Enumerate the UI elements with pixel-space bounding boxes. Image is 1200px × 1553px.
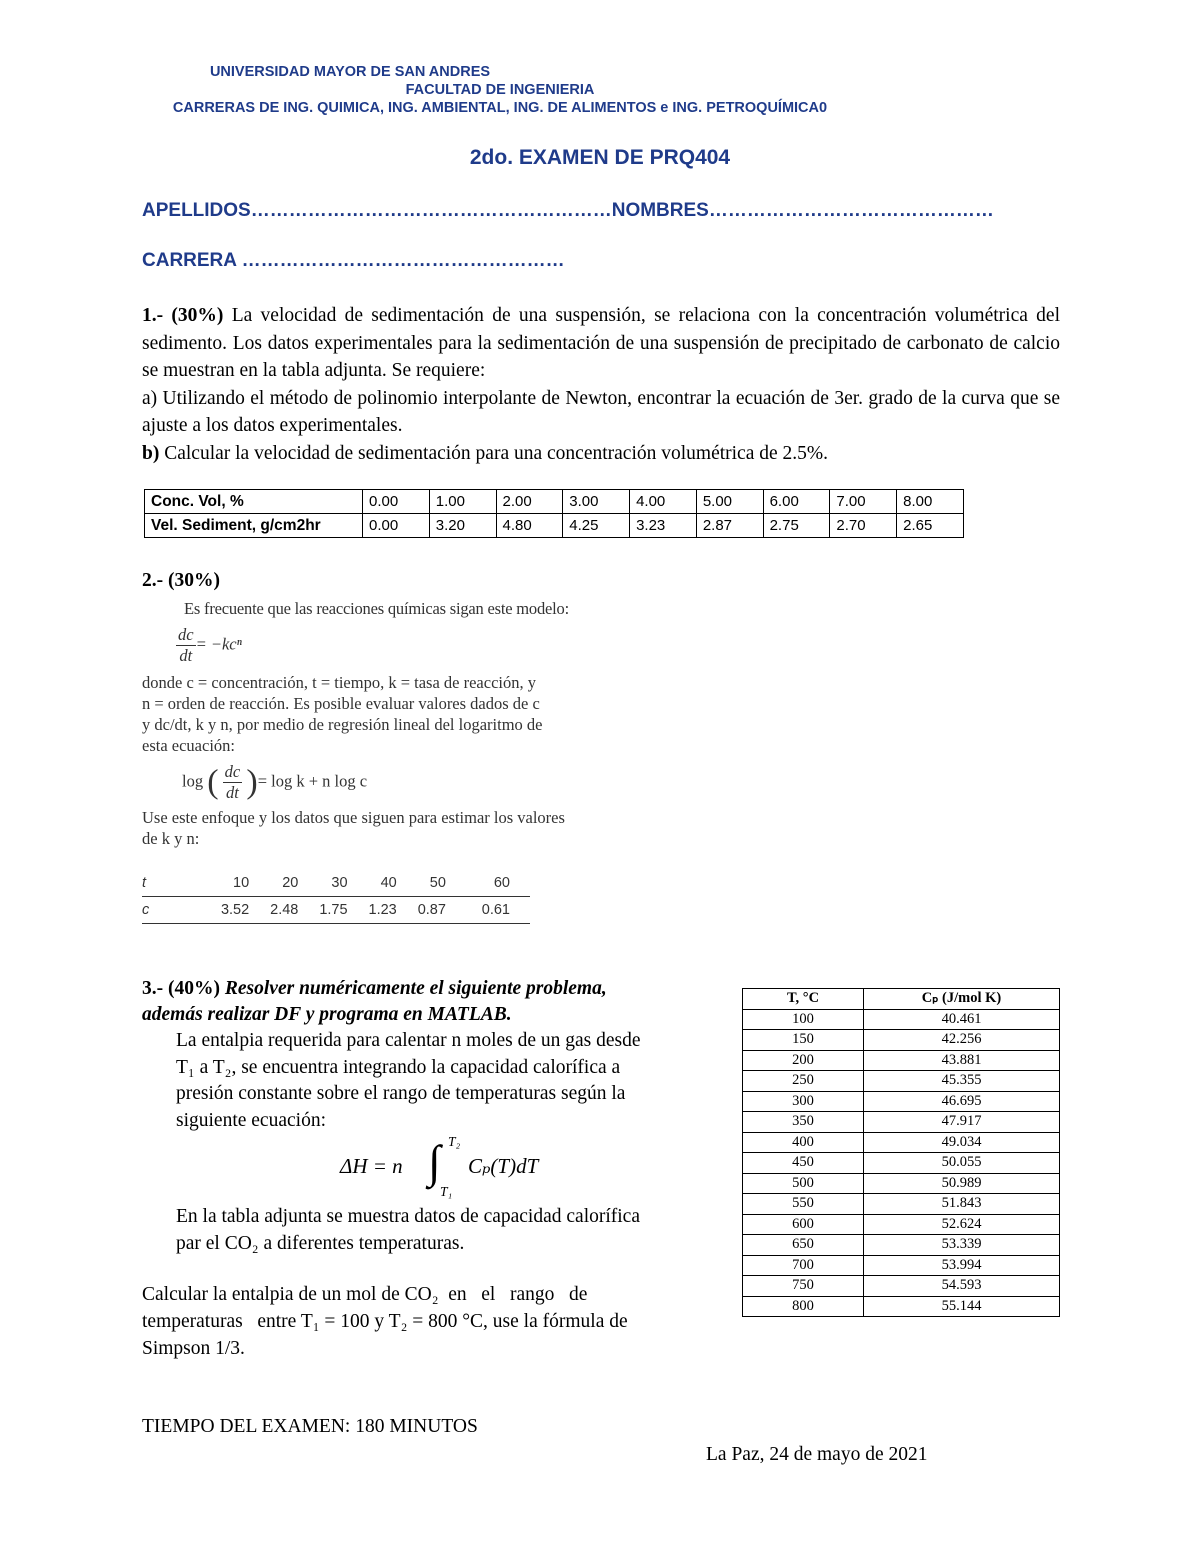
- university-name: UNIVERSIDAD MAYOR DE SAN ANDRES: [209, 64, 491, 80]
- table-row: 600 52.624: [743, 1214, 1060, 1235]
- table-row: 350 47.917: [743, 1112, 1060, 1133]
- q2-body-2: Use este enfoque y los datos que siguen para estimar los valores de k y n:: [142, 808, 565, 848]
- q3-paragraph-3: Calcular la entalpia de un mol de CO₂ en el rango de temperaturas entre T₁ = 100 y T₂ = 800 °C, use la fórmula de Simpson 1/3.: [142, 1284, 628, 1359]
- table-cell: 0.87: [417, 902, 446, 918]
- table-cell: 3.23: [630, 514, 697, 538]
- q2-intro: Es frecuente que las reacciones químicas sigan este modelo:: [184, 599, 569, 618]
- table-row: 150 42.256: [743, 1030, 1060, 1051]
- q2-equation-1: $\frac{dc}{dt}$ = −kcⁿ: [178, 625, 242, 665]
- q1-b-text: Calcular la velocidad de sedimentación para una concentración volumétrica de 2.5%.: [159, 442, 829, 464]
- table-cell: 3.00: [563, 490, 630, 514]
- table-cell: 60: [493, 875, 510, 891]
- table-row-label: c: [142, 902, 150, 918]
- q1-percent: (30%): [171, 305, 224, 326]
- table-row: 100 40.461: [743, 1009, 1060, 1030]
- table-row-label: Conc. Vol, %: [145, 490, 363, 514]
- fraction: $\frac{dc}{dt}$: [224, 762, 241, 802]
- table-row: 550 51.843: [743, 1194, 1060, 1215]
- q3-paragraph-2: En la tabla adjunta se muestra datos de capacidad calorífica par el CO₂ a diferentes temperaturas.: [176, 1206, 640, 1254]
- table-cell: 2.87: [696, 514, 763, 538]
- table-row-label: Vel. Sediment, g/cm2hr: [145, 514, 363, 538]
- table-cell: 4.00: [630, 490, 697, 514]
- table-cell: 4.25: [563, 514, 630, 538]
- table-cell: 20: [282, 875, 299, 891]
- q1-b-label: b): [142, 442, 160, 464]
- table-row: 500 50.989: [743, 1173, 1060, 1194]
- table-row: [142, 897, 530, 924]
- co2-heat-capacity-table: [742, 988, 1060, 1317]
- table-cell: 2.70: [830, 514, 897, 538]
- q1-a-label: a): [142, 387, 158, 409]
- table-cell: 1.75: [319, 902, 348, 918]
- question-2-excerpt: [142, 598, 592, 849]
- column-header: Cₚ (J/mol K): [864, 989, 1060, 1010]
- q1-text: La velocidad de sedimentación de una suspensión, se relaciona con la concentración volumétrica del sedimento. Los datos experimentales para la sedimentación de una suspensión de precipitado de carbonato de calcio se muestran en la tabla adjunta. Se requiere:: [142, 305, 1060, 381]
- exam-title: 2do. EXAMEN DE PRQ404: [469, 146, 731, 169]
- table-row: 650 53.339: [743, 1235, 1060, 1256]
- table-row: 750 54.593: [743, 1276, 1060, 1297]
- faculty-name: FACULTAD DE INGENIERIA: [405, 82, 595, 98]
- table-cell: 3.52: [220, 902, 250, 918]
- table-row-label: t: [142, 875, 147, 891]
- table-cell: 6.00: [763, 490, 830, 514]
- table-cell: 2.48: [270, 902, 299, 918]
- column-header: T, °C: [743, 989, 864, 1010]
- table-row: 800 55.144: [743, 1296, 1060, 1317]
- table-row: 450 50.055: [743, 1153, 1060, 1174]
- exam-duration: TIEMPO DEL EXAMEN: 180 MINUTOS: [142, 1416, 478, 1437]
- table-header-row: [743, 989, 1060, 1010]
- q2-equation-2: log ( $\frac{dc}{dt}$ )= log k + n log c: [182, 762, 368, 802]
- table-row: [145, 514, 964, 538]
- fraction: $\frac{dc}{dt}$: [178, 625, 194, 665]
- table-row: 700 53.994: [743, 1255, 1060, 1276]
- table-row: 400 49.034: [743, 1132, 1060, 1153]
- q1-a-text: Utilizando el método de polinomio interpolante de Newton, encontrar la ecuación de 3er. grado de la curva que se ajuste a los datos experimentales.: [142, 387, 1060, 436]
- table-cell: 0.00: [363, 490, 430, 514]
- table-cell: 2.65: [897, 514, 964, 538]
- name-fields: APELLIDOS…………………………………………………NOMBRES………………………………………: [142, 200, 994, 221]
- table-cell: 8.00: [897, 490, 964, 514]
- q3-number: 3.-: [142, 978, 168, 999]
- table-cell: 50: [429, 875, 446, 891]
- table-cell: 7.00: [830, 490, 897, 514]
- table-cell: 2.00: [496, 490, 563, 514]
- table-cell: 40: [380, 875, 397, 891]
- place-and-date: La Paz, 24 de mayo de 2021: [706, 1444, 928, 1465]
- reaction-data-table: [142, 870, 530, 924]
- table-cell: 30: [331, 875, 348, 891]
- q1-number: 1.-: [142, 305, 172, 326]
- q3-paragraph-1: La entalpia requerida para calentar n moles de un gas desde T₁ a T₂, se encuentra integrando la capacidad calorífica a presión constante sobre el rango de temperaturas según la siguiente ecuación:: [176, 1030, 641, 1131]
- table-cell: 2.75: [763, 514, 830, 538]
- table-row: [145, 490, 964, 514]
- table-cell: 3.20: [429, 514, 496, 538]
- q3-heading: 3.- (40%) Resolver numéricamente el siguiente problema, además realizar DF y programa en MATLAB.: [142, 978, 607, 1025]
- table-row: 300 46.695: [743, 1091, 1060, 1112]
- table-cell: 1.00: [429, 490, 496, 514]
- q2-heading: 2.- (30%): [142, 570, 220, 591]
- table-cell: 5.00: [696, 490, 763, 514]
- q2-body-1: donde c = concentración, t = tiempo, k = tasa de reacción, y n = orden de reacción. Es posible evaluar valores dados de c y dc/dt, k y n, por medio de regresión lineal del logaritmo de esta ecuación:: [142, 673, 543, 755]
- sedimentation-table: [144, 489, 964, 538]
- table-cell: 4.80: [496, 514, 563, 538]
- careers-line: CARRERAS DE ING. QUIMICA, ING. AMBIENTAL, ING. DE ALIMENTOS e ING. PETROQUÍMICA0: [172, 100, 828, 116]
- enthalpy-equation: ΔH = n ∫ T₂ T₁ Cₚ(T)dT: [340, 1134, 539, 1199]
- table-row: 200 43.881: [743, 1050, 1060, 1071]
- table-cell: 10: [233, 875, 250, 891]
- career-field: CARRERA ……………………………………………: [142, 250, 565, 271]
- table-cell: 0.61: [481, 902, 510, 918]
- table-row: 250 45.355: [743, 1071, 1060, 1092]
- question-1: [142, 302, 1060, 467]
- q3-percent: (40%): [168, 978, 220, 999]
- table-cell: 0.00: [363, 514, 430, 538]
- table-cell: 1.23: [368, 902, 397, 918]
- table-row: [142, 870, 530, 897]
